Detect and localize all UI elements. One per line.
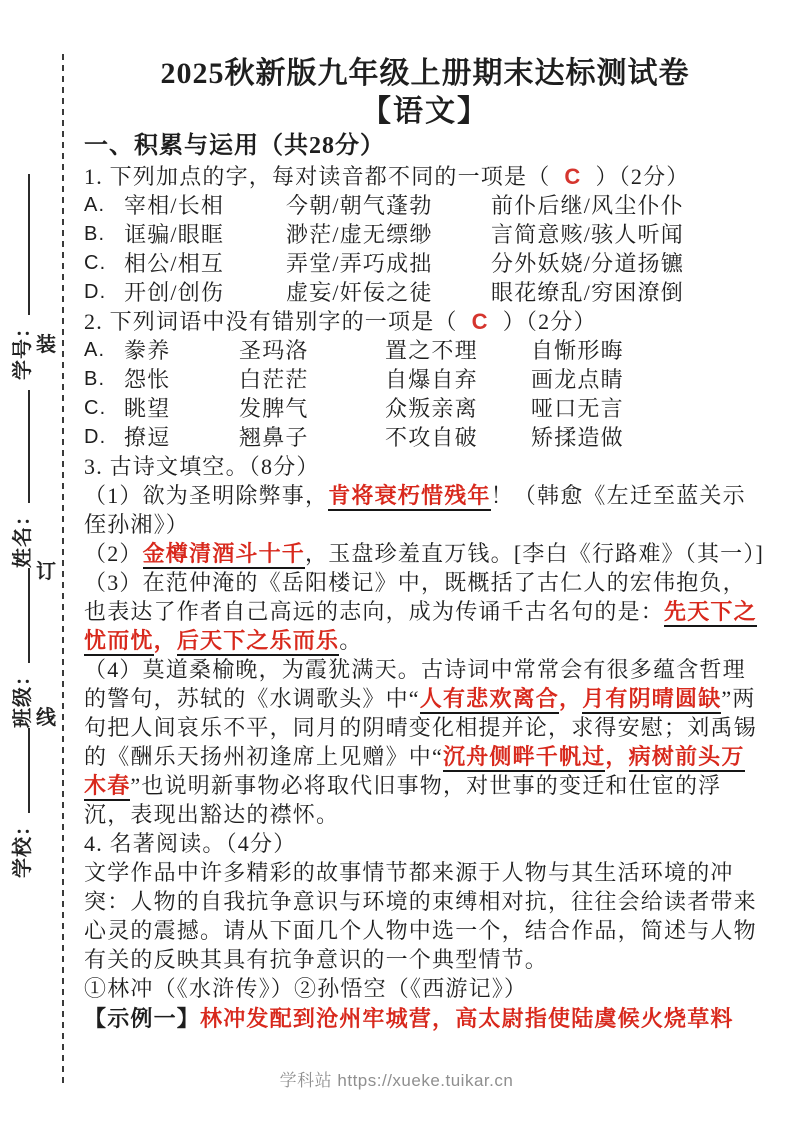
- text-segment: 肯将衰朽惜残年: [328, 483, 490, 511]
- question-3-heading: 3. 古诗文填空。（8分）: [84, 454, 320, 479]
- option-text: 前仆后继/风尘仆仆: [491, 193, 684, 218]
- question-2-stem-text: 2. 下列词语中没有错别字的一项是（: [84, 309, 458, 334]
- question-2-option-c: [84, 394, 766, 423]
- option-text: 白茫茫: [239, 367, 309, 392]
- class-blank-line: [28, 568, 30, 663]
- option-text: 怨怅: [124, 367, 171, 392]
- class-field: [6, 568, 34, 728]
- name-blank-line: [28, 390, 30, 503]
- exam-content: [84, 54, 766, 1034]
- option-text: 置之不理: [385, 338, 478, 363]
- text-segment: 人有悲欢离合: [420, 686, 559, 714]
- name-field: [6, 390, 34, 568]
- option-text: 虚妄/奸佞之徒: [286, 280, 433, 305]
- text-segment: 月有阴晴圆缺: [582, 686, 721, 714]
- site-watermark: 学科站 https://xueke.tuikar.cn: [279, 1071, 514, 1090]
- option-text: 发脾气: [239, 396, 309, 421]
- option-label: B.: [84, 223, 106, 245]
- text-segment: ，: [558, 686, 583, 711]
- option-text: 眼花缭乱/穷困潦倒: [491, 280, 684, 305]
- text-segment: （1）欲为圣明除弊事，: [84, 483, 329, 508]
- question-1-option-a: [84, 191, 766, 220]
- text-segment: 林冲发配到沧州牢城营，高太尉指使陆虞候火烧草料: [200, 1006, 734, 1031]
- option-label: C.: [84, 252, 107, 274]
- text-segment: ，: [605, 744, 629, 769]
- school-blank-line: [28, 728, 30, 813]
- question-3-item-1: [84, 481, 766, 539]
- text-segment: ！（韩愈《左迁至蓝关示侄孙湘》）: [84, 483, 746, 537]
- option-label: D.: [84, 281, 107, 303]
- option-text: 言简意赅/骇人听闻: [491, 222, 684, 247]
- text-segment: ，玉盘珍羞直万钱。[李白《行路难》（其一）]: [305, 541, 765, 566]
- text-segment: （3）在范仲淹的《岳阳楼记》中，既概括了古仁人的宏伟抱负，也表达了作者自己高远的志向，成为传诵千古名句的是：: [84, 570, 746, 624]
- option-label: A.: [84, 339, 106, 361]
- exam-subject: 【语文】: [361, 95, 489, 128]
- question-3-item-2: [84, 539, 766, 568]
- question-1-option-b: [84, 220, 766, 249]
- question-1-option-d: [84, 278, 766, 307]
- question-2-option-b: [84, 365, 766, 394]
- option-text: 翘鼻子: [239, 425, 309, 450]
- binding-dashed-line: [62, 54, 64, 1088]
- option-text: 圣玛洛: [239, 338, 309, 363]
- text-segment: ，: [153, 628, 177, 653]
- option-text: 分外妖娆/分道扬镳: [491, 251, 684, 276]
- question-3-item-4: [84, 655, 766, 829]
- question-2-option-d: [84, 423, 766, 452]
- option-text: 宰相/长相: [124, 193, 225, 218]
- question-4-choices: ①林冲（《水浒传》）②孙悟空（《西游记》）: [84, 976, 528, 1001]
- option-label: C.: [84, 397, 107, 419]
- option-text: 相公/相互: [124, 251, 225, 276]
- school-field: [6, 728, 34, 878]
- question-4-heading: 4. 名著阅读。（4分）: [84, 831, 297, 856]
- student-id-blank-line: [28, 174, 30, 315]
- binding-mark-ding: 订: [36, 561, 56, 583]
- option-text: 诓骗/眼眶: [124, 222, 225, 247]
- option-text: 渺茫/虚无缥缈: [286, 222, 433, 247]
- option-label: D.: [84, 426, 107, 448]
- text-segment: （2）: [84, 541, 143, 566]
- section-heading: 一、积累与运用（共28分）: [84, 133, 385, 159]
- class-label: 班级：: [11, 665, 34, 728]
- question-1-stem: [84, 162, 766, 191]
- question-2-stem-suffix: ）（2分）: [502, 309, 597, 334]
- option-text: 眺望: [124, 396, 171, 421]
- question-2-stem: [84, 307, 766, 336]
- option-text: 画龙点睛: [531, 367, 624, 392]
- text-segment: 后天下之乐而乐: [177, 628, 339, 656]
- option-text: 自惭形晦: [531, 338, 624, 363]
- option-text: 今朝/朝气蓬勃: [286, 193, 433, 218]
- option-text: 矫揉造做: [531, 425, 624, 450]
- question-4-example-answer: [84, 1003, 766, 1034]
- student-id-field: [6, 174, 34, 380]
- question-1-stem-text: 1. 下列加点的字，每对读音都不同的一项是（: [84, 164, 551, 189]
- text-segment: ”也说明新事物必将取代旧事物，对世事的变迁和仕宦的浮沉，表现出豁达的襟怀。: [84, 773, 722, 827]
- option-text: 自爆自弃: [385, 367, 478, 392]
- option-text: 弄堂/弄巧成拙: [286, 251, 433, 276]
- text-segment: 。: [339, 628, 363, 653]
- text-segment: ”两句把人间哀乐不平，同月的阴晴变化相提并论，求得安慰；刘禹锡的《酬乐天扬州初逢席上见赠》中“: [84, 686, 757, 769]
- question-1-option-c: [84, 249, 766, 278]
- name-label: 姓名：: [11, 505, 34, 568]
- text-segment: 沉舟侧畔千帆过: [443, 744, 605, 772]
- question-3-item-3: [84, 568, 766, 655]
- student-id-label: 学号：: [11, 317, 34, 380]
- option-label: A.: [84, 194, 106, 216]
- text-segment: （4）莫道桑榆晚，为霞犹满天。古诗词中常常会有很多蕴含哲理的警句，苏轼的《水调歌头》中“: [84, 657, 746, 711]
- text-segment: 【示例一】: [84, 1006, 201, 1031]
- text-segment: 病树前头万木春: [84, 744, 745, 801]
- binding-mark-xian: 线: [36, 707, 56, 729]
- text-segment: 先天下之忧而忧: [84, 599, 757, 656]
- question-4-intro: 文学作品中许多精彩的故事情节都来源于人物与其生活环境的冲突：人物的自我抗争意识与环境的束缚相对抗，往往会给读者带来心灵的震撼。请从下面几个人物中选一个，结合作品，简述与人物有关的反映其具有抗争意识的一个典型情节。: [84, 860, 757, 972]
- option-text: 众叛亲离: [385, 396, 478, 421]
- option-text: 豢养: [124, 338, 171, 363]
- text-segment: 金樽清酒斗十千: [143, 541, 305, 569]
- question-1-answer: C: [564, 164, 582, 189]
- binding-mark-zhuang: 装: [36, 334, 56, 356]
- option-text: 不攻自破: [385, 425, 478, 450]
- question-2-answer: C: [471, 309, 489, 334]
- option-text: 开创/创伤: [124, 280, 225, 305]
- question-1-stem-suffix: ）（2分）: [595, 164, 690, 189]
- exam-title: 2025秋新版九年级上册期末达标测试卷: [160, 57, 690, 90]
- option-text: 撩逗: [124, 425, 171, 450]
- option-label: B.: [84, 368, 106, 390]
- option-text: 哑口无言: [531, 396, 624, 421]
- school-label: 学校：: [11, 815, 34, 878]
- question-2-option-a: [84, 336, 766, 365]
